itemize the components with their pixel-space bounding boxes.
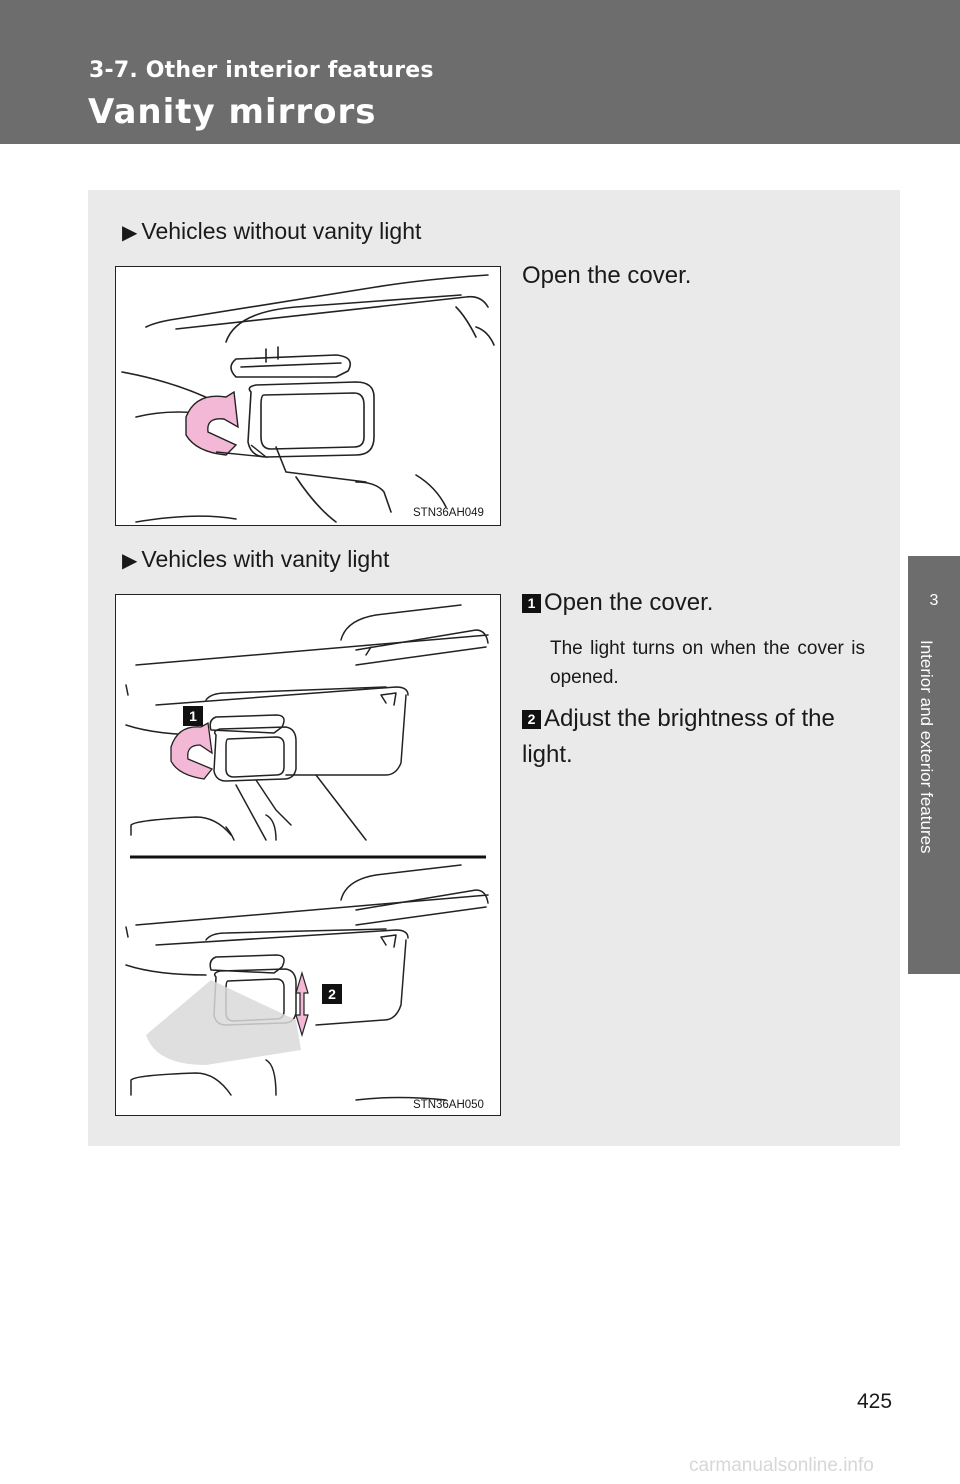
callout-marker-2: 2 <box>322 984 342 1004</box>
chapter-tab-number[interactable] <box>908 556 960 628</box>
subheading-with-light <box>122 546 389 573</box>
mirror-illustration-2 <box>116 595 500 1115</box>
triangle-bullet-icon: ▶ <box>122 222 138 244</box>
mirror-illustration-1 <box>116 267 500 525</box>
instruction-open-cover: Open the cover. <box>522 262 692 289</box>
figure-code-1: STN36AH049 <box>413 507 484 519</box>
step-2 <box>522 701 867 773</box>
subheading-text: Vehicles without vanity light <box>141 218 422 244</box>
page-number: 425 <box>857 1390 893 1413</box>
chapter-label: Interior and exterior features <box>917 640 936 854</box>
step-1-number: 1 <box>522 594 541 613</box>
figure-code-2: STN36AH050 <box>413 1099 484 1111</box>
subheading-without-light <box>122 218 421 245</box>
figure-mirror-no-light <box>115 266 501 526</box>
page-title: Vanity mirrors <box>88 92 377 132</box>
step-1 <box>522 585 713 621</box>
chapter-tab[interactable] <box>908 628 960 974</box>
section-heading: 3-7. Other interior features <box>89 58 434 83</box>
watermark: carmanualsonline.info <box>689 1455 874 1476</box>
figure-mirror-with-light <box>115 594 501 1116</box>
triangle-bullet-icon: ▶ <box>122 550 138 572</box>
chapter-number: 3 <box>929 592 939 609</box>
step-2-text: Adjust the brightness of the light. <box>522 705 835 768</box>
step-1-note: The light turns on when the cover is opened. <box>550 638 865 688</box>
step-1-text: Open the cover. <box>544 589 714 616</box>
header-bar <box>0 0 960 144</box>
step-2-number: 2 <box>522 710 541 729</box>
callout-marker-1: 1 <box>183 706 203 726</box>
subheading-text: Vehicles with vanity light <box>141 546 390 572</box>
